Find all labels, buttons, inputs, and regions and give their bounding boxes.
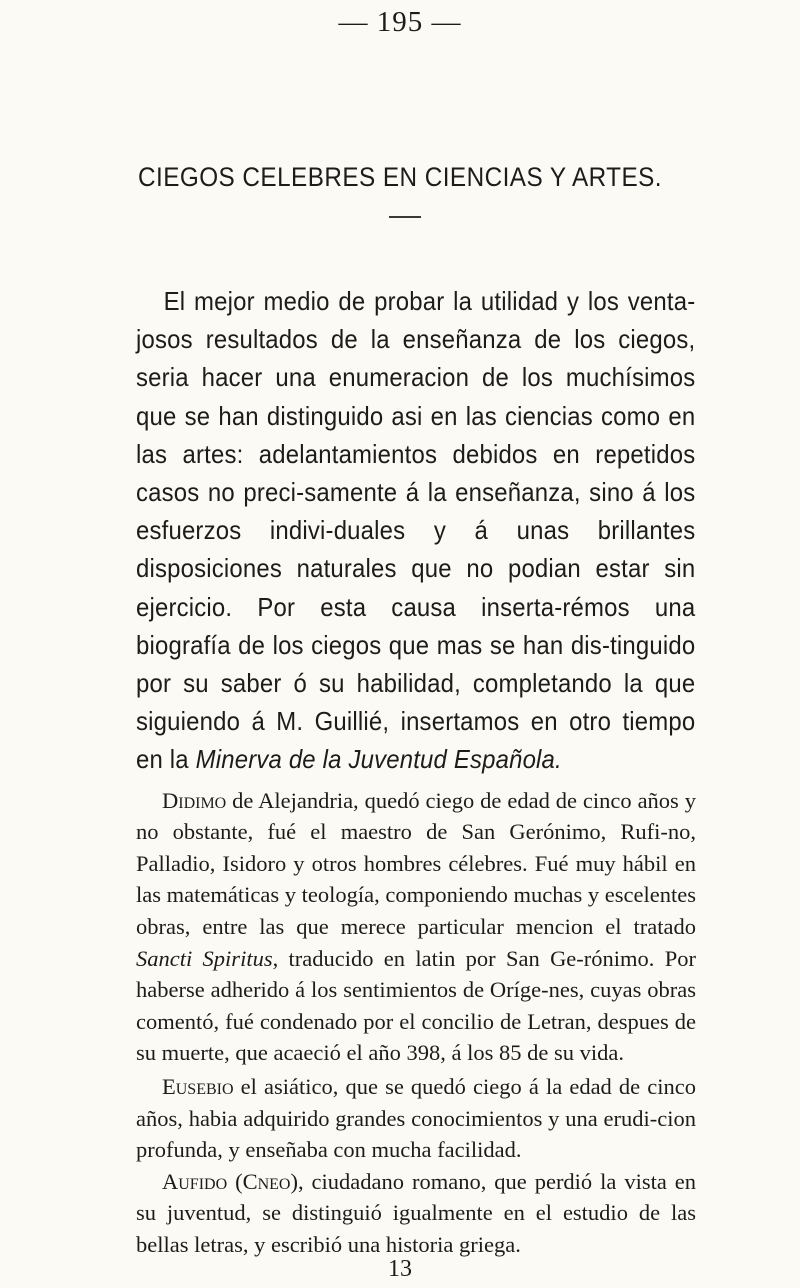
entry-name: Didimo xyxy=(162,787,227,813)
entry-text: el asiático, que se quedó ciego á la edad de cinco años, habia adquirido grandes conocimientos y una erudi-cion profunda, y enseñaba con mucha facilidad. xyxy=(136,1073,696,1163)
intro-text: El mejor medio de probar la utilidad y los venta-josos resultados de la enseñanza de los ciegos, seria hacer una enumeracion de los muchísimos que se han distinguido asi en las ciencias como en las artes: adelantamientos debidos en repetidos casos no preci-samente á la enseñanza, sino á los esfuerzos indivi-duales y á unas brillantes disposiciones naturales que no podian estar sin ejercicio. Por esta causa inserta-rémos una biografía de los ciegos que mas se han dis-tinguido por su saber ó su habilidad, completando la que siguiendo á M. Guillié, insertamos en otro tiempo en la xyxy=(136,286,696,775)
page-title: CIEGOS CELEBRES EN CIENCIAS Y ARTES. xyxy=(138,162,662,192)
intro-work-title: Minerva de la Juventud Española. xyxy=(195,744,562,775)
entry-italic: Sancti Spiritus xyxy=(136,945,273,971)
entry-name: Eusebio xyxy=(162,1073,234,1099)
body-text xyxy=(136,282,696,1261)
entry-aufido xyxy=(136,1166,696,1261)
entry-name: Aufido xyxy=(162,1168,228,1194)
entry-didimo xyxy=(136,785,696,1069)
entry-text-cont: , traducido en latin por San Ge-rónimo. Por haberse adherido á los sentimientos de Oríge-nes, cuyas obras comentó, fué condenado por el concilio de Letran, despues de su muerte, que acaeció el año 398, á los 85 de su vida. xyxy=(136,945,696,1066)
page-number: — 195 — xyxy=(338,6,462,38)
entry-text: ( xyxy=(227,1168,243,1194)
entry-text-cont: ), ciudadano romano, que perdió la vista en su juventud, se distinguió igualmente en el estudio de las bellas letras, y escribió una historia griega. xyxy=(136,1168,696,1257)
entry-text: de Alejandria, quedó ciego de edad de cinco años y no obstante, fué el maestro de San Gerónimo, Rufi-no, Palladio, Isidoro y otros hombres célebres. Fué muy hábil en las matemáticas y teología, componiendo muchas y escelentes obras, entre las que merece particular mencion el tratado xyxy=(136,787,696,940)
signature-mark: 13 xyxy=(388,1256,412,1282)
intro-paragraph xyxy=(136,282,696,779)
entry-eusebio xyxy=(136,1071,696,1166)
entry-name-secondary: Cneo xyxy=(242,1168,291,1194)
title-rule xyxy=(389,216,421,218)
